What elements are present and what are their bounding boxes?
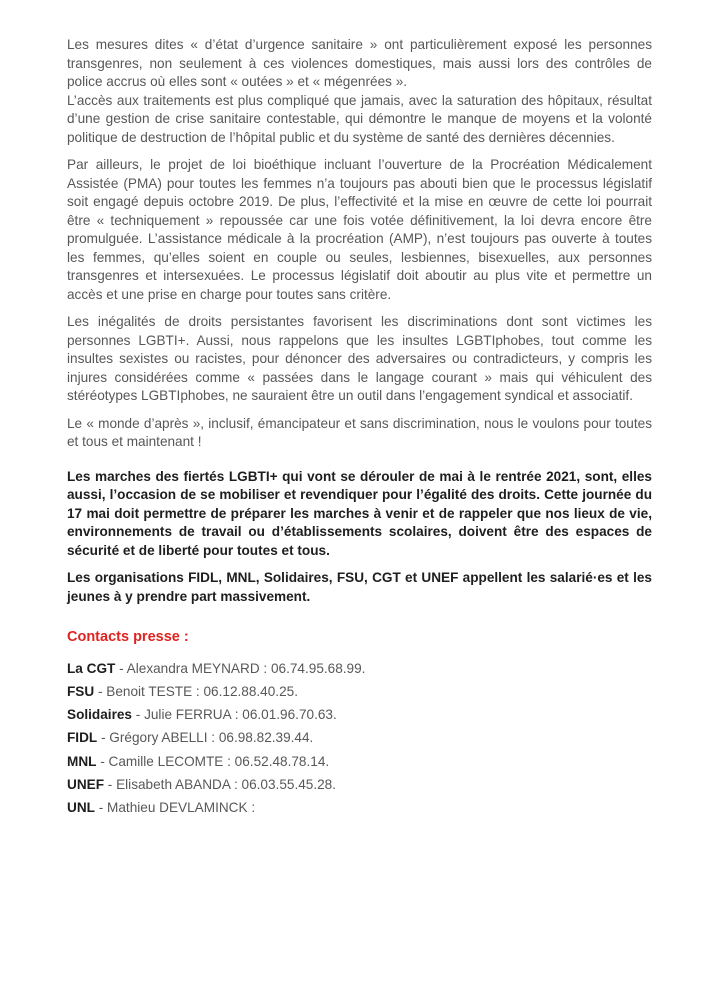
contact-detail: - Benoit TESTE : 06.12.88.40.25. xyxy=(94,683,298,699)
contact-row-unef xyxy=(67,776,652,794)
contact-row-mnl xyxy=(67,753,652,771)
contact-org-label: La CGT xyxy=(67,660,116,676)
contacts-presse-heading: Contacts presse : xyxy=(67,629,189,645)
contact-detail: - Elisabeth ABANDA : 06.03.55.45.28. xyxy=(104,776,337,792)
para-loi-bioethique: Par ailleurs, le projet de loi bioéthique incluant l’ouverture de la Procréation Médicalement Assistée (PMA) pour toutes les femmes n’a toujours pas abouti bien que le processus législatif soit engagé depuis octobre 2019. De plus, l’effectivité et la mise en œuvre de cette loi pourrait être « techniquement » repoussée car une fois votée définitivement, la loi devra encore être promulguée. L’assistance médicale à la procréation (AMP), n’est toujours pas ouverte à toutes les femmes, qu’elles soient en couple ou seules, lesbiennes, bisexuelles, aux personnes transgenres et intersexuées. Le processus législatif doit aboutir au plus vite et permettre un accès et une prise en charge pour toutes sans critère. xyxy=(67,157,652,302)
contact-detail: - Alexandra MEYNARD : 06.74.95.68.99. xyxy=(115,660,366,676)
contact-org-label: UNL xyxy=(67,800,95,816)
para-acces-traitements: L’accès aux traitements est plus compliqué que jamais, avec la saturation des hôpitaux, résultat d’une gestion de crise sanitaire contestable, qui démontre le manque de moyens et la volonté politique de destruction de l’hôpital public et du système de santé des dernières décennies. xyxy=(67,92,652,145)
contact-detail: - Mathieu DEVLAMINCK : xyxy=(94,800,256,816)
contact-row-cgt xyxy=(67,660,652,678)
contact-detail: - Grégory ABELLI : 06.98.82.39.44. xyxy=(97,730,314,746)
contact-row-fidl xyxy=(67,729,652,747)
contact-row-fsu xyxy=(67,683,652,701)
contact-org-label: MNL xyxy=(67,753,97,769)
contact-row-solidaires xyxy=(67,706,652,724)
contact-row-unl xyxy=(67,799,652,817)
para-organisations-appel: Les organisations FIDL, MNL, Solidaires, FSU, CGT et UNEF appellent les salarié·es et les jeunes à y prendre part massivement. xyxy=(67,570,652,604)
contact-org-label: UNEF xyxy=(67,776,105,792)
contact-detail: - Julie FERRUA : 06.01.96.70.63. xyxy=(131,707,337,723)
para-inegalites-droits: Les inégalités de droits persistantes favorisent les discriminations dont sont victimes les personnes LGBTI+. Aussi, nous rappelons que les insultes LGBTIphobes, tout comme les insultes sexistes ou racistes, pour dénoncer des adversaires ou contradicteurs, y compris les injures considérées comme « passées dans le langage courant » mais qui véhiculent des stéréotypes LGBTIphobes, ne sauraient être un outil dans l’engagement syndical et associatif. xyxy=(67,314,652,403)
para-marches-fiertes: Les marches des fiertés LGBTI+ qui vont se dérouler de mai à le rentrée 2021, sont, elles aussi, l’occasion de se mobiliser et revendiquer pour l’égalité des droits. Cette journée du 17 mai doit permettre de préparer les marches à venir et de rappeler que nos lieux de vie, environnements de travail ou d’établissements scolaires, doivent être des espaces de sécurité et de liberté pour toutes et tous. xyxy=(67,468,652,558)
contact-detail: - Camille LECOMTE : 06.52.48.78.14. xyxy=(96,753,330,769)
contact-org-label: FIDL xyxy=(67,730,98,746)
para-monde-dapres: Le « monde d’après », inclusif, émancipateur et sans discrimination, nous le voulons pour toutes et tous et maintenant ! xyxy=(67,415,652,449)
contact-org-label: Solidaires xyxy=(67,707,132,723)
para-etat-urgence: Les mesures dites « d’état d’urgence sanitaire » ont particulièrement exposé les personnes transgenres, non seulement à ces violences domestiques, mais aussi lors des contrôles de police accrus où elles sont « outées » et « mégenrées ». xyxy=(67,37,652,89)
contact-org-label: FSU xyxy=(67,683,95,699)
